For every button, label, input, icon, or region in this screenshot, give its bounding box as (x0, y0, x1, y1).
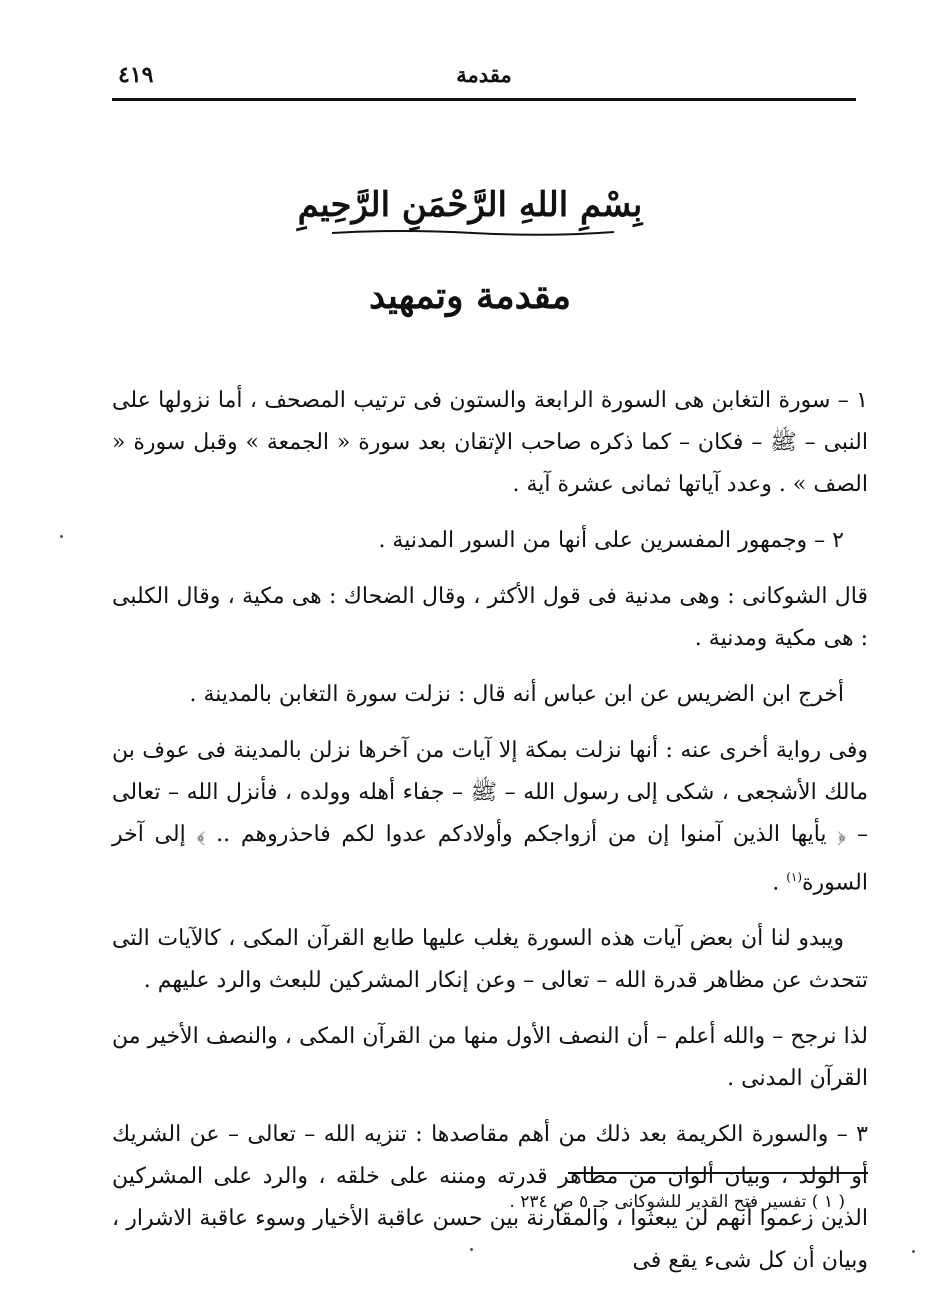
paragraph-1: ١ – سورة التغابن هى السورة الرابعة والستون فى ترتيب المصحف ، أما نزولها على النبى – ﷺ – فكان – كما ذكره صاحب الإتقان بعد سورة « الجمعة » وقبل سورة « الصف » . وعدد آياتها ثمانى عشرة آية . (112, 388, 868, 497)
scan-speck (912, 1250, 915, 1253)
basmala-flourish (330, 228, 616, 236)
paragraph-5 (112, 730, 868, 904)
paragraph-5-end: . (772, 870, 787, 896)
paragraph-2: ٢ – وجمهور المفسرين على أنها من السور المدنية . (378, 528, 844, 553)
paragraph-5-text: وفى رواية أخرى عنه : أنها نزلت بمكة إلا آيات من آخرها نزلن بالمدينة فى عوف بن مالك الأشجعى ، شكى إلى رسول الله – ﷺ – جفاء أهله وولده ، فأنزل الله – تعالى – ﴿ يأيها الذين آمنوا إن من أزواجكم وأولادكم عدوا لكم فاحذروهم .. ﴾ إلى آخر السورة (112, 738, 868, 896)
footnote: ( ١ ) تفسير فتح القدير للشوكانى جـ ٥ ص ٢٣٤ . (509, 1192, 845, 1212)
paragraph-6: ويبدو لنا أن بعض آيات هذه السورة يغلب عليها طابع القرآن المكى ، كالآيات التى تتحدث عن مظاهر قدرة الله – تعالى – وعن إنكار المشركين للبعث والرد عليهم . (112, 926, 868, 994)
footnote-reference: (١) (786, 870, 803, 884)
page-number: ٤١٩ (118, 62, 154, 88)
running-head: مقدمة (456, 62, 512, 87)
scan-speck (60, 535, 63, 538)
scan-speck (470, 1248, 473, 1251)
basmala: بِسْمِ اللهِ الرَّحْمَنِ الرَّحِيمِ (297, 185, 643, 225)
paragraph-8: ٣ – والسورة الكريمة بعد ذلك من أهم مقاصدها : تنزيه الله – تعالى – عن الشريك أو الولد ، وبيان ألوان من مظاهر قدرته ومننه على خلقه ، والرد على المشركين الذين زعموا أنهم لن يبعثوا ، والمقارنة بين حسن عاقبة الأخيار وسوء عاقبة الاشرار ، وبيان أن كل شىء يقع فى (112, 1122, 868, 1274)
paragraph-4: أخرج ابن الضريس عن ابن عباس أنه قال : نزلت سورة التغابن بالمدينة . (189, 682, 844, 707)
body-text (112, 380, 868, 1296)
section-title: مقدمة وتمهيد (368, 275, 572, 317)
footnote-divider (568, 1172, 868, 1174)
page-header (112, 60, 856, 101)
paragraph-7: لذا نرجح – والله أعلم – أن النصف الأول منها من القرآن المكى ، والنصف الأخير من القرآن المدنى . (112, 1024, 868, 1092)
paragraph-3: قال الشوكانى : وهى مدنية فى قول الأكثر ، وقال الضحاك : هى مكية ، وقال الكلبى : هى مكية ومدنية . (112, 584, 868, 651)
